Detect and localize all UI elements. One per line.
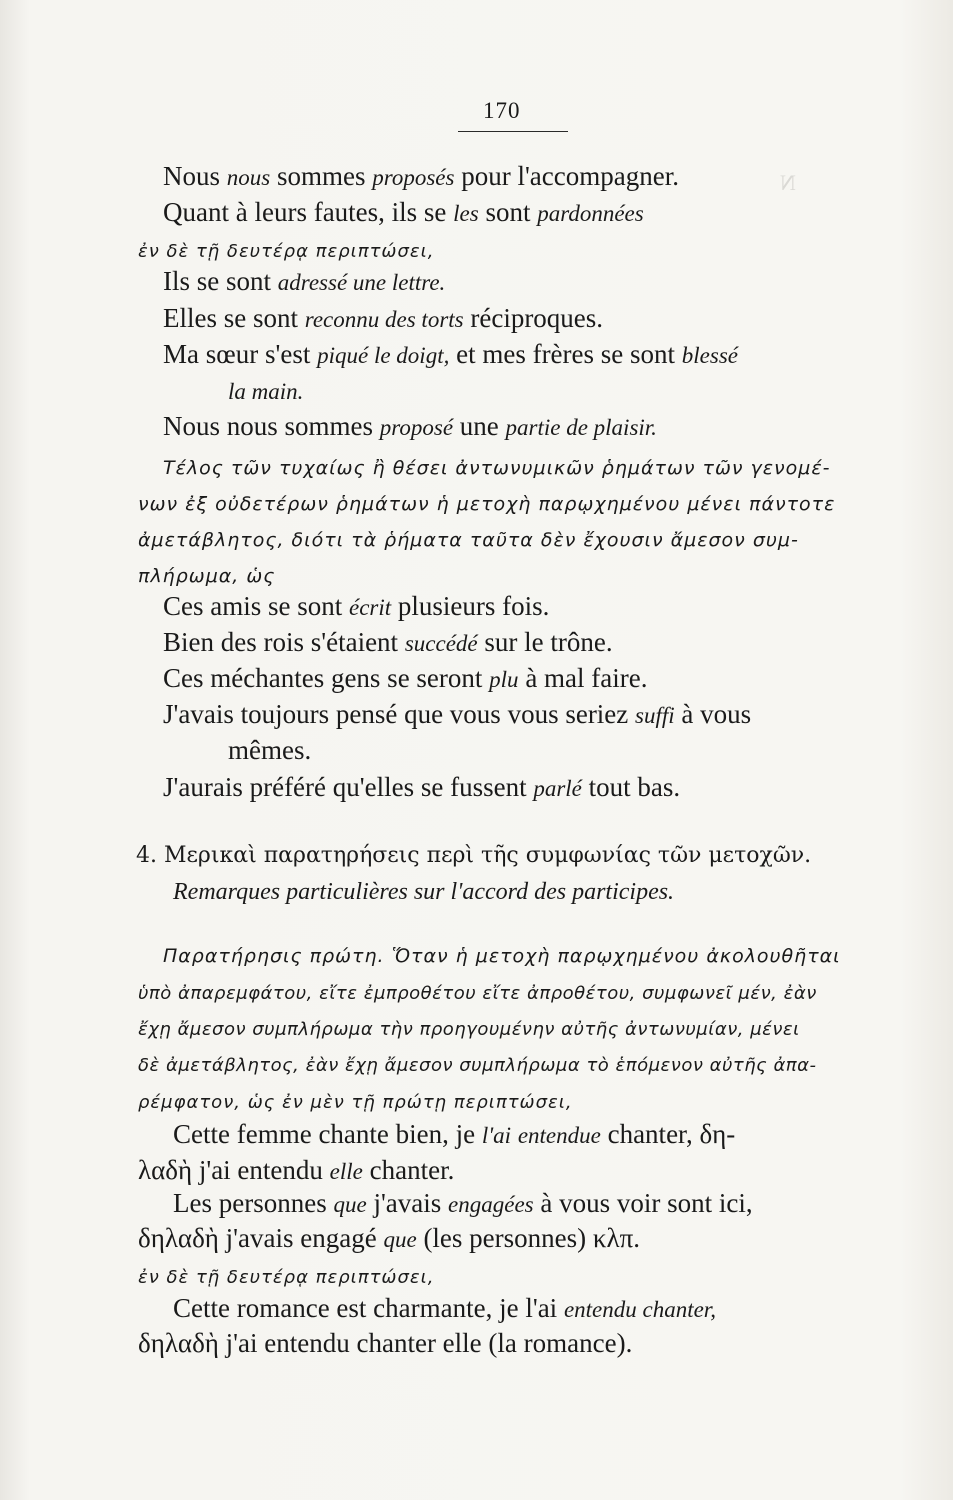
text-line: Cette romance est charmante, je l'ai entendu chanter, <box>173 1293 716 1323</box>
bleed-through-text: N <box>780 170 796 195</box>
page-number: 170 <box>483 98 521 123</box>
text-line: Ma sœur s'est piqué le doigt, et mes frères se sont blessé <box>163 339 738 369</box>
greek-line: Τέλος τῶν τυχαίως ἢ θέσει ἀντωνυμικῶν ῥημάτων τῶν γενομέ- <box>163 457 831 479</box>
greek-line: ἔχῃ ἄμεσον συμπλήρωμα τὴν προηγουμένην αὐτῆς ἀντωνυμίαν, μένει <box>138 1019 800 1040</box>
greek-line: ἐν δὲ τῇ δευτέρᾳ περιπτώσει, <box>138 1267 435 1288</box>
text-line: Nous nous sommes proposé une partie de plaisir. <box>163 411 657 441</box>
greek-line: ρέμφατον, ὡς ἐν μὲν τῇ πρώτῃ περιπτώσει, <box>138 1092 573 1113</box>
text-line: J'avais toujours pensé que vous vous seriez suffi à vous <box>163 699 752 729</box>
greek-line: νων ἐξ οὐδετέρων ῥημάτων ἡ μετοχὴ παρῳχημένου μένει πάντοτε <box>138 493 836 515</box>
text-line: Les personnes que j'avais engagées à vous voir sont ici, <box>173 1188 753 1218</box>
header-rule <box>458 131 568 132</box>
greek-line: ἀμετάβλητος, διότι τὰ ῥήματα ταῦτα δὲν ἔχουσιν ἄμεσον συμ- <box>138 529 799 551</box>
text-line: Ces méchantes gens se seront plu à mal faire. <box>163 663 648 693</box>
greek-line: Παρατήρησις πρώτη. Ὅταν ἡ μετοχὴ παρῳχημένου ἀκολουθῆται <box>163 945 841 967</box>
text-line: Elles se sont reconnu des torts réciproques. <box>163 303 604 333</box>
text-line: Cette femme chante bien, je l'ai entendue chanter, δη- <box>173 1119 736 1149</box>
text-line: J'aurais préféré qu'elles se fussent parlé tout bas. <box>163 772 681 802</box>
greek-line: ἐν δὲ τῇ δευτέρᾳ περιπτώσει, <box>138 241 435 262</box>
greek-line: πλήρωμα, ὡς <box>138 565 276 587</box>
text-line: Bien des rois s'étaient succédé sur le trône. <box>163 627 613 657</box>
section-subheading: Remarques particulières sur l'accord des participes. <box>173 879 675 905</box>
text-line: δηλαδὴ j'avais engagé que (les personnes) κλπ. <box>138 1223 640 1253</box>
greek-line: δὲ ἀμετάβλητος, ἐὰν ἔχῃ ἄμεσον συμπλήρωμα τὸ ἑπόμενον αὐτῆς ἀπα- <box>138 1055 817 1076</box>
text-line: la main. <box>228 379 304 404</box>
text-line: Ils se sont adressé une lettre. <box>163 266 446 296</box>
text-line: δηλαδὴ j'ai entendu chanter elle (la romance). <box>138 1328 633 1358</box>
text-line: Quant à leurs fautes, ils se les sont pardonnées <box>163 197 644 227</box>
greek-line: ὑπὸ ἀπαρεμφάτου, εἴτε ἐμπροθέτου εἴτε ἀπροθέτου, συμφωνεῖ μέν, ἐὰν <box>138 983 817 1004</box>
text-line: Ces amis se sont écrit plusieurs fois. <box>163 591 550 621</box>
text-line: Nous nous sommes proposés pour l'accompagner. <box>163 161 679 191</box>
section-heading: 4. Μερικαὶ παρατηρήσεις περὶ τῆς συμφωνίας τῶν μετοχῶν. <box>136 843 812 868</box>
text-line: λαδὴ j'ai entendu elle chanter. <box>138 1155 455 1185</box>
text-line: mêmes. <box>228 735 312 765</box>
